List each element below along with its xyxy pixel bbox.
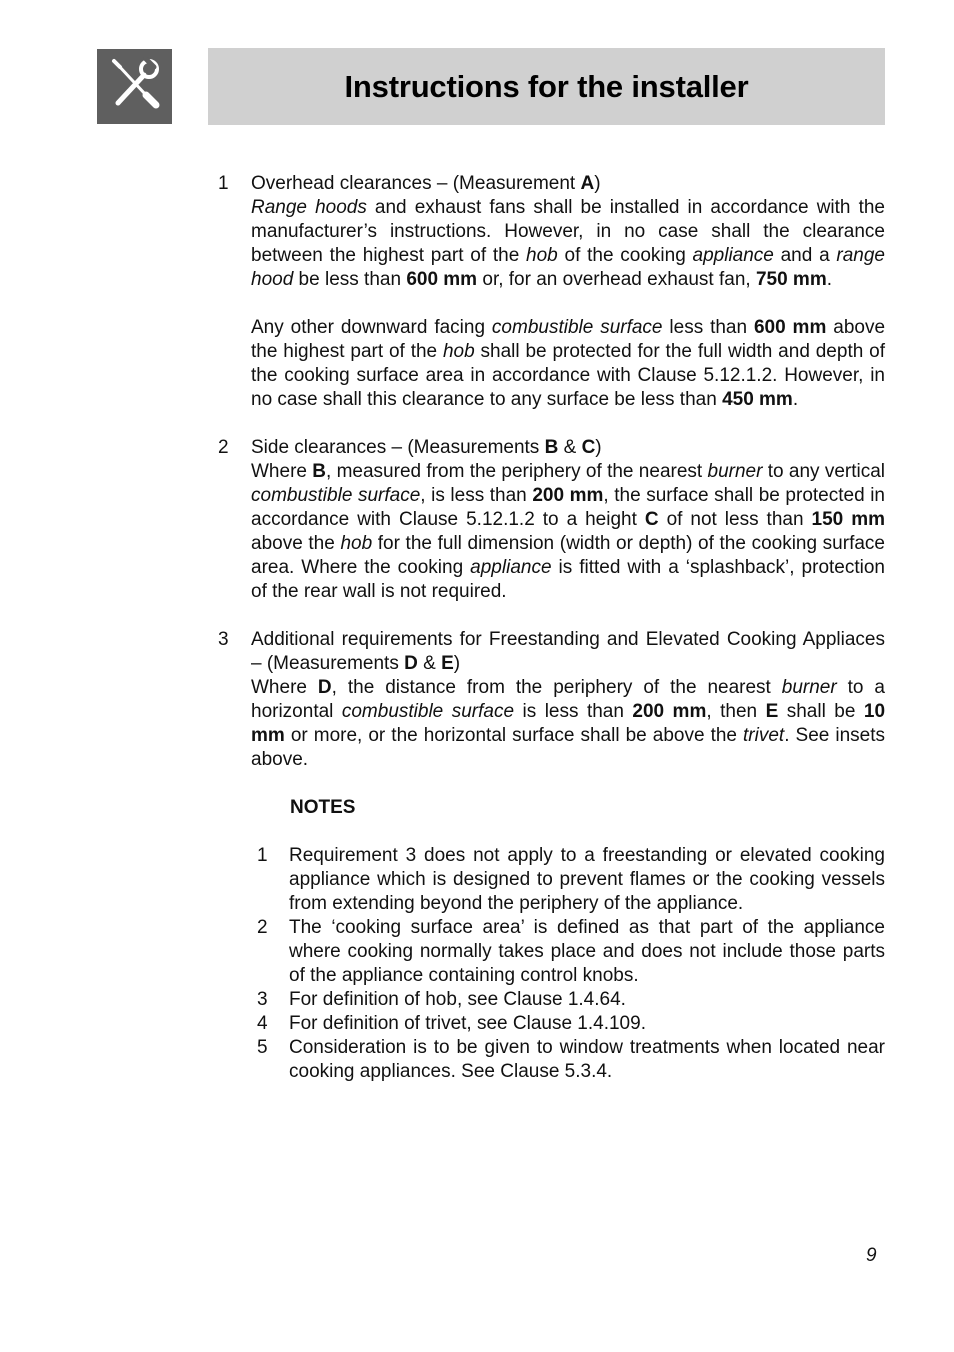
list-item bbox=[218, 628, 885, 772]
note-text: For definition of trivet, see Clause 1.4.109. bbox=[289, 1013, 646, 1034]
note-text: The ‘cooking surface area’ is defined as that part of the appliance where cooking normally takes place and does not include those parts of the appliance containing control knobs. bbox=[289, 917, 885, 986]
header-bar bbox=[208, 48, 885, 125]
note-item bbox=[257, 988, 885, 1012]
note-number: 3 bbox=[257, 989, 268, 1010]
note-item bbox=[257, 844, 885, 916]
note-number: 4 bbox=[257, 1013, 268, 1034]
page-title: Instructions for the installer bbox=[344, 68, 749, 104]
note-text: Consideration is to be given to window treatments when located near cooking appliances. See Clause 5.3.4. bbox=[289, 1037, 885, 1082]
note-item bbox=[257, 1012, 885, 1036]
document-body bbox=[218, 172, 885, 1084]
notes-section bbox=[257, 796, 885, 1084]
note-number: 1 bbox=[257, 845, 268, 866]
notes-heading: NOTES bbox=[290, 797, 356, 818]
tools-icon bbox=[104, 53, 166, 120]
note-text: For definition of hob, see Clause 1.4.64. bbox=[289, 989, 626, 1010]
page-number: 9 bbox=[866, 1245, 877, 1266]
item-number: 1 bbox=[218, 173, 229, 194]
paragraph: Any other downward facing combustible surface less than 600 mm above the highest part of the hob shall be protected for the full width and depth of the cooking surface area in accordance with Clause 5.12.1.2. However, in no case shall this clearance to any surface be less than 450 mm. bbox=[251, 317, 886, 410]
note-number: 5 bbox=[257, 1037, 268, 1058]
note-number: 2 bbox=[257, 917, 268, 938]
item-heading: Additional requirements for Freestanding and Elevated Cooking Appliaces – (Measurements D & E) Where D, the distance from the periphery of the nearest burner to a horizontal combustible surface is less than 200 mm, then E shall be 10 mm or more, or the horizontal surface shall be above the trivet. See insets above. bbox=[251, 629, 886, 770]
item-heading: Overhead clearances – (Measurement A) Range hoods and exhaust fans shall be installed in accordance with the manufacturer’s instructions. However, in no case shall the clearance between the highest part of the hob of the cooking appliance and a range hood be less than 600 mm or, for an overhead exhaust fan, 750 mm. bbox=[251, 173, 885, 290]
note-text: Requirement 3 does not apply to a freestanding or elevated cooking appliance which is designed to prevent flames or the cooking vessels from extending beyond the periphery of the appliance. bbox=[289, 845, 885, 914]
logo bbox=[97, 49, 172, 124]
list-item bbox=[218, 436, 885, 604]
list-item bbox=[218, 172, 885, 412]
note-item bbox=[257, 916, 885, 988]
note-item bbox=[257, 1036, 885, 1084]
item-number: 3 bbox=[218, 629, 229, 650]
item-heading: Side clearances – (Measurements B & C) Where B, measured from the periphery of the nearest burner to any vertical combustible surface, is less than 200 mm, the surface shall be protected in accordance with Clause 5.12.1.2 to a height C of not less than 150 mm above the hob for the full dimension (width or depth) of the cooking surface area. Where the cooking appliance is fitted with a ‘splashback’, protection of the rear wall is not required. bbox=[251, 437, 886, 602]
item-number: 2 bbox=[218, 437, 229, 458]
